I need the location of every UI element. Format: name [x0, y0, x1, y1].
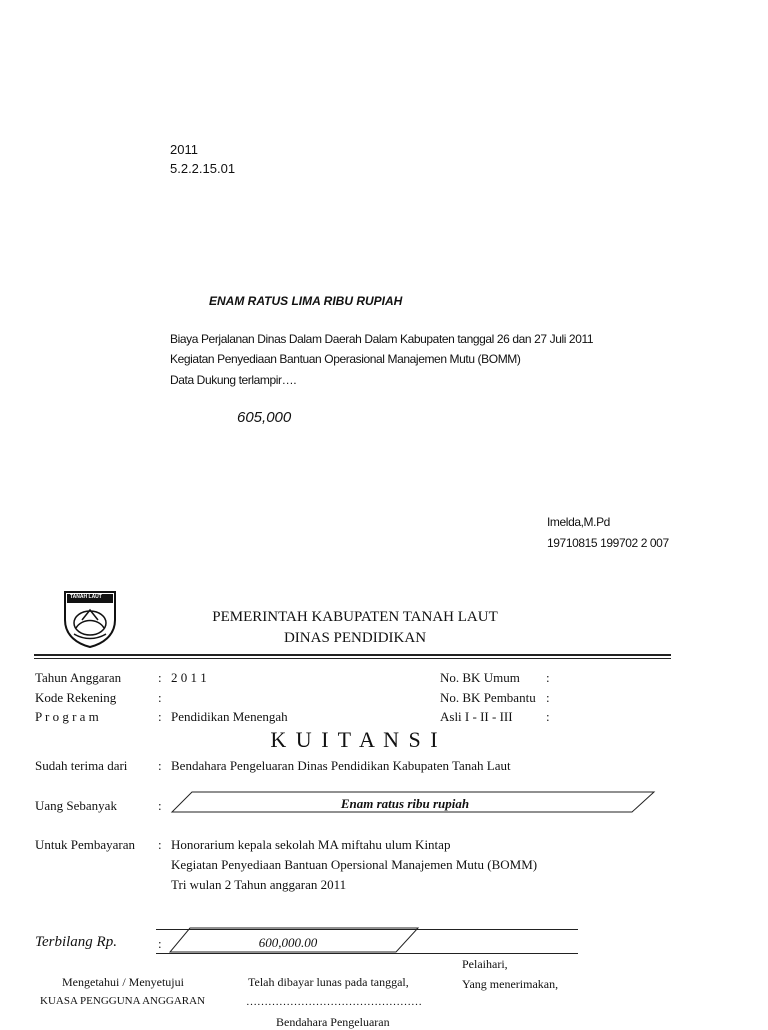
colon: :: [546, 670, 550, 685]
amount-label: Uang Sebanyak: [35, 798, 117, 813]
colon: :: [158, 758, 162, 773]
purpose-line: Kegiatan Penyediaan Bantuan Operasional Manajemen Mutu (BOMM): [170, 352, 521, 366]
colon: :: [546, 690, 550, 705]
terbilang-rule-bottom: [156, 953, 578, 954]
receipt-title: K U I T A N S I: [270, 727, 440, 752]
colon: :: [158, 936, 162, 951]
recipient-label: Yang menerimakan,: [462, 977, 559, 991]
paid-label: Telah dibayar lunas pada tanggal,: [248, 975, 409, 989]
payment-label: Untuk Pembayaran: [35, 837, 136, 852]
received-from-value: Bendahara Pengeluaran Dinas Pendidikan Kabupaten Tanah Laut: [171, 758, 511, 773]
colon: :: [158, 690, 162, 705]
treasurer-label: Bendahara Pengeluaran: [276, 1015, 390, 1029]
payment-line: Kegiatan Penyediaan Bantuan Opersional Manajemen Mutu (BOMM): [171, 857, 538, 872]
bk-auxiliary-label: No. BK Pembantu: [440, 690, 536, 705]
colon: :: [158, 837, 162, 852]
amount-in-words: ENAM RATUS LIMA RIBU RUPIAH: [209, 294, 403, 308]
letterhead-rule-bottom: [34, 658, 671, 659]
account-code-label: Kode Rekening: [35, 690, 117, 705]
amount-words-value: Enam ratus ribu rupiah: [340, 796, 470, 811]
colon: :: [158, 798, 162, 813]
bk-general-label: No. BK Umum: [440, 670, 520, 685]
date-dots: …………………………………………: [246, 996, 422, 1008]
budget-year: 2011: [170, 142, 198, 157]
program-value: Pendidikan Menengah: [171, 709, 288, 724]
letterhead-rule-top: [34, 654, 671, 656]
place-label: Pelaihari,: [462, 957, 508, 971]
government-name: PEMERINTAH KABUPATEN TANAH LAUT: [212, 609, 498, 625]
signer-name: Imelda,M.Pd: [547, 515, 610, 529]
approval-label: Mengetahui / Menyetujui: [62, 975, 184, 989]
logo-text: TANAH LAUT: [70, 594, 102, 600]
department-name: DINAS PENDIDIKAN: [283, 630, 427, 646]
terbilang-label: Terbilang Rp.: [35, 934, 117, 950]
program-label: P r o g r a m: [35, 709, 99, 724]
payment-line: Tri wulan 2 Tahun anggaran 2011: [171, 877, 347, 892]
colon: :: [158, 670, 162, 685]
purpose-line: Data Dukung terlampir….: [170, 373, 297, 387]
copy-label: Asli I - II - III: [440, 709, 513, 724]
amount-number: 605,000: [237, 409, 292, 426]
payment-line: Honorarium kepala sekolah MA miftahu ulum Kintap: [171, 837, 451, 852]
colon: :: [158, 709, 162, 724]
budget-year-label: Tahun Anggaran: [35, 670, 122, 685]
purpose-line: Biaya Perjalanan Dinas Dalam Daerah Dalam Kabupaten tanggal 26 dan 27 Juli 2011: [170, 332, 594, 346]
budget-authority-label: KUASA PENGGUNA ANGGARAN: [40, 995, 206, 1007]
terbilang-value: 600,000.00: [258, 935, 318, 950]
budget-year-value: 2 0 1 1: [171, 670, 207, 685]
received-from-label: Sudah terima dari: [35, 758, 128, 773]
account-code: 5.2.2.15.01: [170, 161, 236, 176]
colon: :: [546, 709, 550, 724]
regency-logo: [62, 590, 118, 648]
signer-nip: 19710815 199702 2 007: [547, 536, 669, 550]
